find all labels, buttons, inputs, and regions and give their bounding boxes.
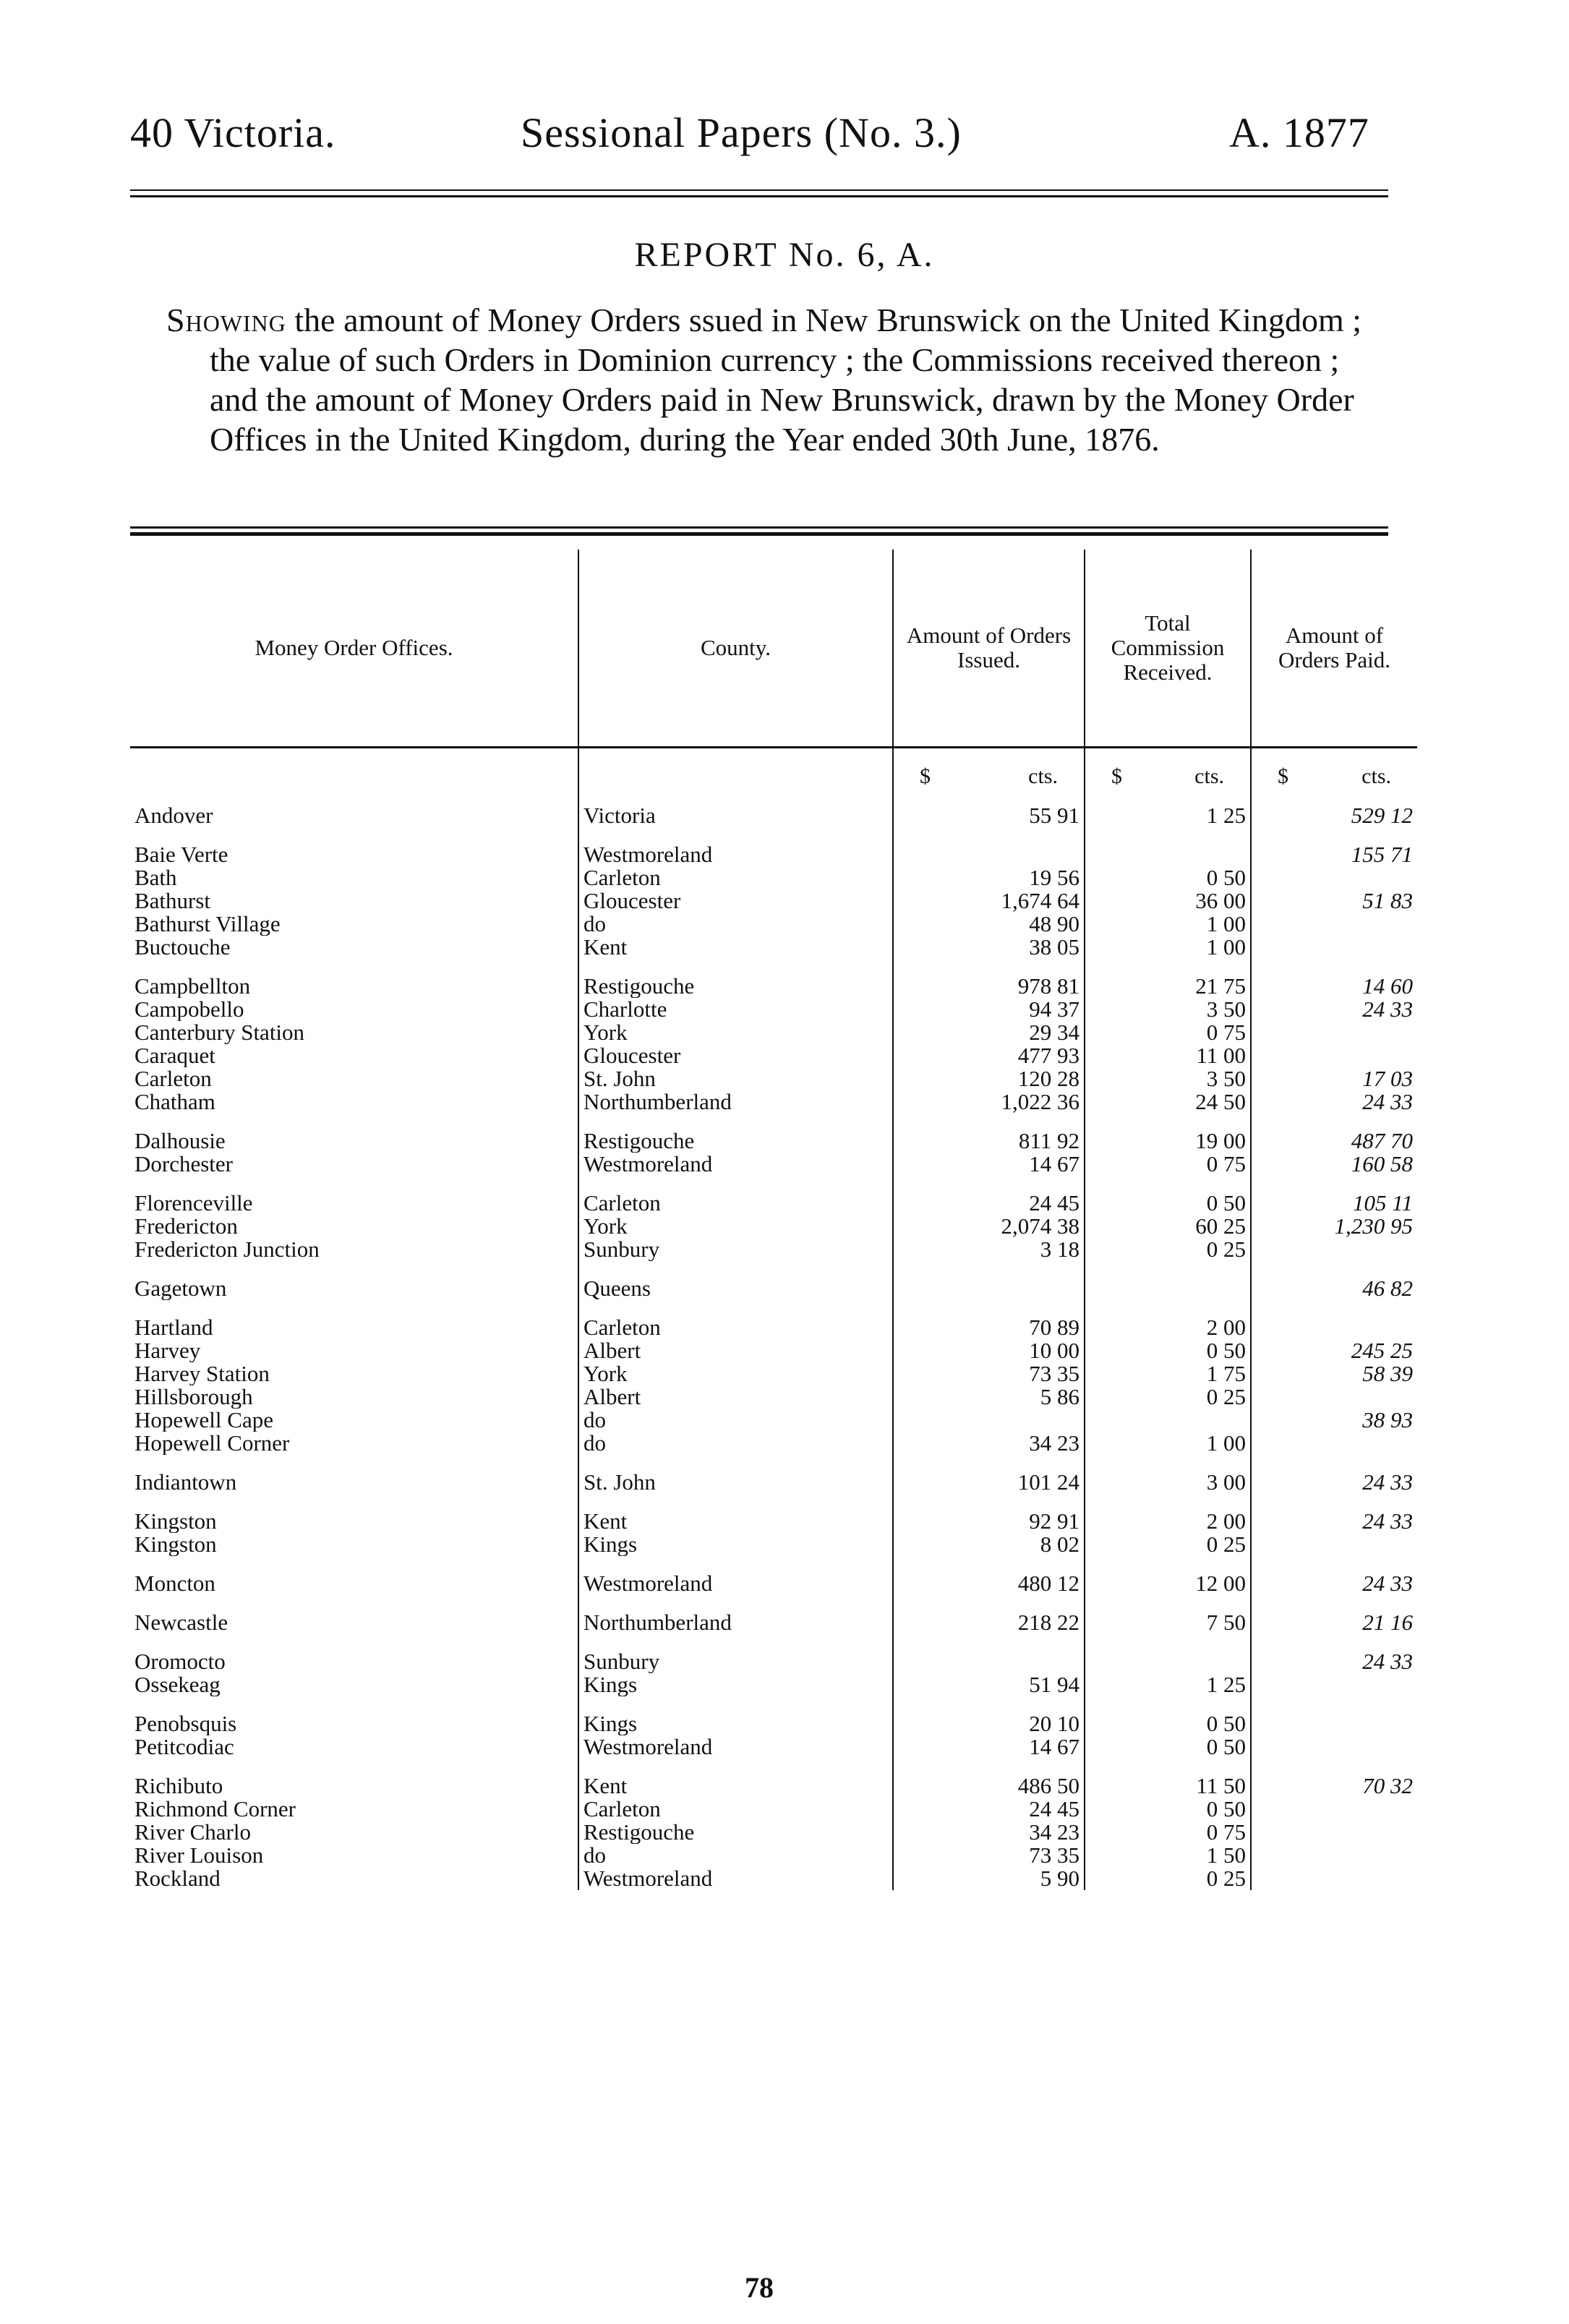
office-cell: Hillsborough — [134, 1385, 253, 1409]
county-cell: Kent — [578, 936, 893, 959]
intro-rule — [130, 526, 1388, 529]
office-cell: Kingston — [134, 1533, 217, 1556]
commission-cell: 0 50 — [1085, 1339, 1251, 1362]
paid-cell: 529 12 — [1251, 804, 1417, 827]
office-cell: Newcastle — [134, 1611, 228, 1634]
commission-cell: 0 25 — [1085, 1385, 1251, 1409]
group-gap — [130, 1595, 1417, 1611]
county-cell: York — [578, 1021, 893, 1044]
table-row — [130, 1735, 1417, 1759]
issued-cell: 218 22 — [893, 1611, 1085, 1634]
commission-cell — [1085, 1650, 1251, 1673]
county-cell: do — [578, 1409, 893, 1432]
commission-cell: 1 00 — [1085, 1432, 1251, 1455]
table-row — [130, 913, 1417, 936]
paid-cell: 105 11 — [1251, 1192, 1417, 1215]
office-cell: Bath — [134, 866, 177, 889]
office-cell: Buctouche — [134, 936, 231, 959]
issued-cell: 8 02 — [893, 1533, 1085, 1556]
commission-cell: 21 75 — [1085, 975, 1251, 998]
paid-cell: 24 33 — [1251, 998, 1417, 1021]
issued-cell: 70 89 — [893, 1316, 1085, 1339]
commission-cell: 1 25 — [1085, 804, 1251, 827]
col-head-county: County. — [578, 550, 893, 748]
paid-cell: 24 33 — [1251, 1471, 1417, 1494]
commission-cell: 1 00 — [1085, 936, 1251, 959]
paid-cell — [1251, 1533, 1417, 1556]
paid-cell — [1251, 1673, 1417, 1696]
county-cell: St. John — [578, 1471, 893, 1494]
county-cell: Queens — [578, 1277, 893, 1300]
table-row — [130, 1090, 1417, 1114]
table-row — [130, 1844, 1417, 1867]
group-gap — [130, 1261, 1417, 1277]
paid-cell: 38 93 — [1251, 1409, 1417, 1432]
table-row — [130, 1339, 1417, 1362]
office-cell: Andover — [134, 804, 213, 827]
paid-cell — [1251, 913, 1417, 936]
issued-cell: 34 23 — [893, 1432, 1085, 1455]
office-cell: Hopewell Cape — [134, 1409, 273, 1432]
table-row — [130, 889, 1417, 913]
table-row — [130, 1611, 1417, 1634]
table-row — [130, 1774, 1417, 1798]
commission-cell: 0 25 — [1085, 1533, 1251, 1556]
paid-cell: 14 60 — [1251, 975, 1417, 998]
office-cell: River Charlo — [134, 1821, 251, 1844]
commission-cell: 0 50 — [1085, 866, 1251, 889]
table-row — [130, 1712, 1417, 1735]
paid-cell: 245 25 — [1251, 1339, 1417, 1362]
commission-cell: 1 50 — [1085, 1844, 1251, 1867]
table-row — [130, 1215, 1417, 1238]
county-cell: Westmoreland — [578, 1867, 893, 1890]
county-cell: Westmoreland — [578, 1153, 893, 1176]
county-cell: Kings — [578, 1673, 893, 1696]
commission-cell: 3 50 — [1085, 1067, 1251, 1090]
commission-cell: 11 50 — [1085, 1774, 1251, 1798]
table-row — [130, 1316, 1417, 1339]
paid-cell: 70 32 — [1251, 1774, 1417, 1798]
table-row — [130, 1867, 1417, 1890]
commission-cell: 36 00 — [1085, 889, 1251, 913]
paid-cell: 155 71 — [1251, 843, 1417, 866]
paid-cell — [1251, 1821, 1417, 1844]
table-row — [130, 1432, 1417, 1455]
table-row — [130, 1510, 1417, 1533]
commission-cell — [1085, 1277, 1251, 1300]
commission-cell: 3 50 — [1085, 998, 1251, 1021]
page-number: 78 — [745, 2271, 774, 2304]
issued-cell: 38 05 — [893, 936, 1085, 959]
commission-cell: 0 75 — [1085, 1821, 1251, 1844]
office-cell: River Louison — [134, 1844, 264, 1867]
county-cell: Kings — [578, 1533, 893, 1556]
header-rule-thick — [130, 195, 1388, 197]
county-cell: Carleton — [578, 1798, 893, 1821]
group-gap — [130, 1300, 1417, 1316]
county-cell: Sunbury — [578, 1238, 893, 1261]
group-gap — [130, 788, 1417, 804]
office-cell: Dorchester — [134, 1153, 233, 1176]
issued-cell: 120 28 — [893, 1067, 1085, 1090]
table-row — [130, 1471, 1417, 1494]
office-cell: Campbellton — [134, 975, 251, 998]
county-cell: do — [578, 1432, 893, 1455]
county-cell: Carleton — [578, 1192, 893, 1215]
office-cell: Penobsquis — [134, 1712, 237, 1735]
county-cell: Albert — [578, 1385, 893, 1409]
table-row — [130, 1067, 1417, 1090]
table-body — [130, 788, 1417, 1890]
issued-cell: 3 18 — [893, 1238, 1085, 1261]
intro-text: the amount of Money Orders ssued in New Brunswick on the United Kingdom ; the value of such Orders in Dominion currency ; the Commissions received thereon ; and the amount of Money Orders paid in New Brunswick, drawn by the Money Order Offices in the United Kingdom, during the Year ended 30th June, 1876. — [210, 302, 1362, 458]
issued-cell: 5 90 — [893, 1867, 1085, 1890]
issued-cell: 14 67 — [893, 1153, 1085, 1176]
commission-cell: 0 50 — [1085, 1735, 1251, 1759]
paid-cell: 1,230 95 — [1251, 1215, 1417, 1238]
county-cell: Gloucester — [578, 1044, 893, 1067]
col-head-office: Money Order Offices. — [255, 635, 453, 660]
issued-cell: 48 90 — [893, 913, 1085, 936]
commission-cell: 2 00 — [1085, 1316, 1251, 1339]
commission-cell: 24 50 — [1085, 1090, 1251, 1114]
col-head-issued: Amount of Orders Issued. — [893, 550, 1085, 748]
paid-cell — [1251, 1021, 1417, 1044]
office-cell: Indiantown — [134, 1471, 237, 1494]
issued-cell — [893, 1409, 1085, 1432]
county-cell: Northumberland — [578, 1611, 893, 1634]
issued-cell — [893, 1277, 1085, 1300]
issued-cell: 19 56 — [893, 866, 1085, 889]
group-gap — [130, 1455, 1417, 1471]
office-cell: Hopewell Corner — [134, 1432, 290, 1455]
issued-cell: 101 24 — [893, 1471, 1085, 1494]
paid-cell — [1251, 1385, 1417, 1409]
table-row — [130, 998, 1417, 1021]
commission-cell: 12 00 — [1085, 1572, 1251, 1595]
issued-cell: 978 81 — [893, 975, 1085, 998]
paid-cell — [1251, 1735, 1417, 1759]
county-cell: Kings — [578, 1712, 893, 1735]
group-gap — [130, 1696, 1417, 1712]
county-cell: Restigouche — [578, 1129, 893, 1153]
issued-cell: 29 34 — [893, 1021, 1085, 1044]
paid-cell — [1251, 1316, 1417, 1339]
table-row — [130, 936, 1417, 959]
office-cell: Harvey — [134, 1339, 201, 1362]
commission-cell: 1 00 — [1085, 913, 1251, 936]
commission-cell: 2 00 — [1085, 1510, 1251, 1533]
county-cell: St. John — [578, 1067, 893, 1090]
table-row — [130, 843, 1417, 866]
issued-cell: 92 91 — [893, 1510, 1085, 1533]
county-cell: Carleton — [578, 1316, 893, 1339]
report-title: REPORT No. 6, A. — [634, 236, 935, 274]
office-cell: Bathurst — [134, 889, 211, 913]
table-row — [130, 1362, 1417, 1385]
paid-cell: 51 83 — [1251, 889, 1417, 913]
paid-cell: 24 33 — [1251, 1090, 1417, 1114]
county-cell: Gloucester — [578, 889, 893, 913]
issued-cell: 1,674 64 — [893, 889, 1085, 913]
paid-cell — [1251, 1867, 1417, 1890]
commission-cell: 11 00 — [1085, 1044, 1251, 1067]
commission-cell: 3 00 — [1085, 1471, 1251, 1494]
paid-cell: 21 16 — [1251, 1611, 1417, 1634]
col-head-paid: Amount of Orders Paid. — [1251, 550, 1417, 748]
office-cell: Richmond Corner — [134, 1798, 296, 1821]
county-cell: do — [578, 1844, 893, 1867]
county-cell: Westmoreland — [578, 1572, 893, 1595]
col-head-commission: Total Commission Received. — [1085, 550, 1251, 748]
commission-cell — [1085, 1409, 1251, 1432]
county-cell: Sunbury — [578, 1650, 893, 1673]
county-cell: Carleton — [578, 866, 893, 889]
issued-cell: 34 23 — [893, 1821, 1085, 1844]
commission-cell: 0 75 — [1085, 1153, 1251, 1176]
issued-cell: 73 35 — [893, 1844, 1085, 1867]
table-row — [130, 1572, 1417, 1595]
paid-cell — [1251, 1844, 1417, 1867]
office-cell: Campobello — [134, 998, 244, 1021]
group-gap — [130, 1176, 1417, 1192]
issued-cell: 73 35 — [893, 1362, 1085, 1385]
office-cell: Oromocto — [134, 1650, 226, 1673]
issued-cell — [893, 843, 1085, 866]
commission-cell: 7 50 — [1085, 1611, 1251, 1634]
county-cell: Charlotte — [578, 998, 893, 1021]
group-gap — [130, 1634, 1417, 1650]
issued-cell: 24 45 — [893, 1192, 1085, 1215]
unit-issued: $ cts. — [893, 748, 1085, 788]
table-row — [130, 1129, 1417, 1153]
issued-cell: 811 92 — [893, 1129, 1085, 1153]
office-cell: Bathurst Village — [134, 913, 281, 936]
paid-cell: 58 39 — [1251, 1362, 1417, 1385]
table-row — [130, 804, 1417, 827]
office-cell: Kingston — [134, 1510, 217, 1533]
paid-cell: 46 82 — [1251, 1277, 1417, 1300]
paid-cell: 24 33 — [1251, 1510, 1417, 1533]
paid-cell: 17 03 — [1251, 1067, 1417, 1090]
group-gap — [130, 1759, 1417, 1774]
header-left: 40 Victoria. — [130, 109, 336, 156]
intro-rule-thick — [130, 532, 1388, 536]
issued-cell: 477 93 — [893, 1044, 1085, 1067]
paid-cell: 24 33 — [1251, 1650, 1417, 1673]
office-cell: Carleton — [134, 1067, 212, 1090]
paid-cell: 487 70 — [1251, 1129, 1417, 1153]
county-cell: Northumberland — [578, 1090, 893, 1114]
group-gap — [130, 827, 1417, 843]
office-cell: Ossekeag — [134, 1673, 221, 1696]
office-cell: Hartland — [134, 1316, 213, 1339]
header-rule — [130, 189, 1388, 191]
paid-cell — [1251, 1044, 1417, 1067]
issued-cell: 1,022 36 — [893, 1090, 1085, 1114]
group-gap — [130, 1494, 1417, 1510]
group-gap — [130, 1556, 1417, 1572]
group-gap — [130, 1114, 1417, 1129]
paid-cell — [1251, 1432, 1417, 1455]
paid-cell — [1251, 1712, 1417, 1735]
paid-cell — [1251, 1798, 1417, 1821]
paid-cell — [1251, 866, 1417, 889]
county-cell: Westmoreland — [578, 1735, 893, 1759]
office-cell: Rockland — [134, 1867, 221, 1890]
office-cell: Moncton — [134, 1572, 215, 1595]
office-cell: Chatham — [134, 1090, 215, 1114]
paid-cell: 160 58 — [1251, 1153, 1417, 1176]
commission-cell: 0 50 — [1085, 1712, 1251, 1735]
header-center: Sessional Papers (No. 3.) — [521, 109, 962, 156]
table-row — [130, 866, 1417, 889]
table-row — [130, 1650, 1417, 1673]
office-cell: Harvey Station — [134, 1362, 270, 1385]
table-row — [130, 1153, 1417, 1176]
table-row — [130, 1277, 1417, 1300]
commission-cell: 60 25 — [1085, 1215, 1251, 1238]
office-cell: Dalhousie — [134, 1129, 226, 1153]
office-cell: Canterbury Station — [134, 1021, 305, 1044]
issued-cell: 94 37 — [893, 998, 1085, 1021]
commission-cell: 0 50 — [1085, 1192, 1251, 1215]
office-cell: Caraquet — [134, 1044, 215, 1067]
issued-cell: 2,074 38 — [893, 1215, 1085, 1238]
table-row — [130, 1409, 1417, 1432]
group-gap — [130, 959, 1417, 975]
county-cell: Albert — [578, 1339, 893, 1362]
county-cell: Victoria — [578, 804, 893, 827]
office-cell: Gagetown — [134, 1277, 227, 1300]
commission-cell: 19 00 — [1085, 1129, 1251, 1153]
issued-cell: 20 10 — [893, 1712, 1085, 1735]
county-cell: Restigouche — [578, 1821, 893, 1844]
table-row — [130, 1385, 1417, 1409]
table-row — [130, 1044, 1417, 1067]
issued-cell: 486 50 — [893, 1774, 1085, 1798]
table-row — [130, 1673, 1417, 1696]
office-cell: Baie Verte — [134, 843, 228, 866]
table-row — [130, 1238, 1417, 1261]
county-cell: York — [578, 1362, 893, 1385]
county-cell: Kent — [578, 1510, 893, 1533]
issued-cell: 24 45 — [893, 1798, 1085, 1821]
office-cell: Petitcodiac — [134, 1735, 234, 1759]
intro-lead: Showing — [166, 302, 286, 338]
issued-cell: 51 94 — [893, 1673, 1085, 1696]
unit-commission: $ cts. — [1085, 748, 1251, 788]
issued-cell — [893, 1650, 1085, 1673]
commission-cell: 0 25 — [1085, 1238, 1251, 1261]
table-row — [130, 1533, 1417, 1556]
unit-paid: $ cts. — [1251, 748, 1417, 788]
issued-cell: 14 67 — [893, 1735, 1085, 1759]
office-cell: Fredericton Junction — [134, 1238, 320, 1261]
county-cell: Westmoreland — [578, 843, 893, 866]
table-row — [130, 1798, 1417, 1821]
commission-cell: 0 50 — [1085, 1798, 1251, 1821]
table-row — [130, 1021, 1417, 1044]
commission-cell — [1085, 843, 1251, 866]
county-cell: York — [578, 1215, 893, 1238]
office-cell: Florenceville — [134, 1192, 253, 1215]
table-row — [130, 1821, 1417, 1844]
county-cell: do — [578, 913, 893, 936]
paid-cell — [1251, 1238, 1417, 1261]
issued-cell: 5 86 — [893, 1385, 1085, 1409]
paid-cell — [1251, 936, 1417, 959]
county-cell: Restigouche — [578, 975, 893, 998]
commission-cell: 0 25 — [1085, 1867, 1251, 1890]
issued-cell: 55 91 — [893, 804, 1085, 827]
office-cell: Richibuto — [134, 1774, 223, 1798]
table-row — [130, 1192, 1417, 1215]
issued-cell: 10 00 — [893, 1339, 1085, 1362]
paid-cell: 24 33 — [1251, 1572, 1417, 1595]
commission-cell: 0 75 — [1085, 1021, 1251, 1044]
commission-cell: 1 75 — [1085, 1362, 1251, 1385]
intro-paragraph — [166, 300, 1381, 459]
money-order-table — [130, 550, 1417, 1890]
table-row — [130, 975, 1417, 998]
header-right: A. 1877 — [1229, 109, 1369, 156]
commission-cell: 1 25 — [1085, 1673, 1251, 1696]
issued-cell: 480 12 — [893, 1572, 1085, 1595]
county-cell: Kent — [578, 1774, 893, 1798]
office-cell: Fredericton — [134, 1215, 238, 1238]
